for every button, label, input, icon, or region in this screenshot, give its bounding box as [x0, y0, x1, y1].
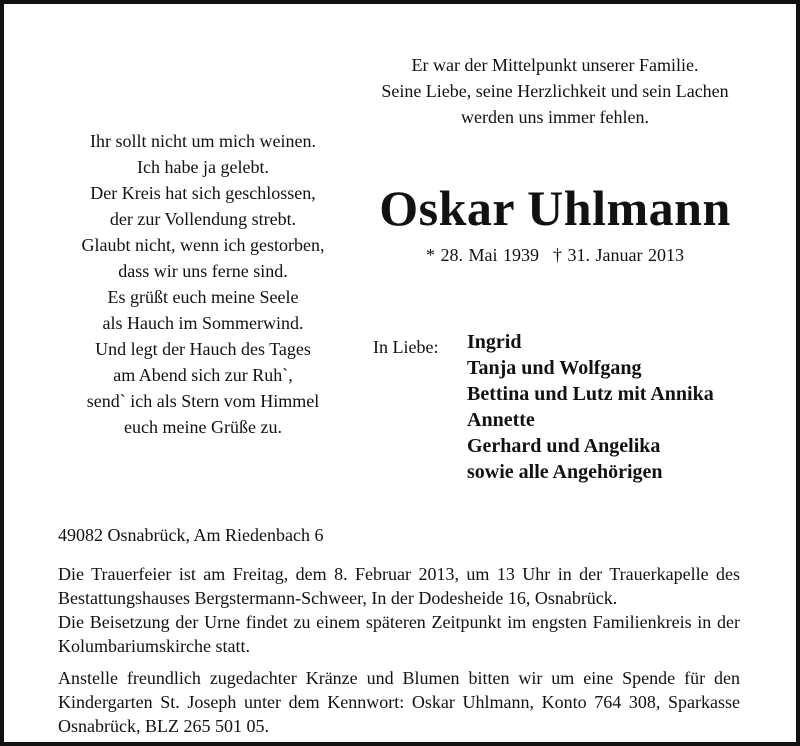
intro-line: Seine Liebe, seine Herzlichkeit und sein Lachen — [381, 81, 729, 101]
poem-line: euch meine Grüße zu. — [124, 417, 282, 437]
mourner-name: Ingrid — [467, 331, 522, 353]
poem-line: Und legt der Hauch des Tages — [95, 339, 311, 359]
poem-line: send` ich als Stern vom Himmel — [86, 391, 320, 411]
poem-line: Ihr sollt nicht um mich weinen. — [90, 131, 316, 151]
mourners-label: In Liebe: — [373, 337, 439, 357]
poem-line: der zur Vollendung strebt. — [109, 209, 297, 229]
poem-line: Der Kreis hat sich geschlossen, — [90, 183, 316, 203]
burial-paragraph: Die Beisetzung der Urne findet zu einem späteren Zeitpunkt im engsten Familienkreis in der Kolumbariumskirche statt. — [58, 612, 740, 656]
mourner-name: sowie alle Angehörigen — [467, 461, 663, 483]
deceased-name: Oskar Uhlmann — [379, 180, 731, 236]
life-dates — [360, 242, 750, 268]
intro-line: Er war der Mittelpunkt unserer Familie. — [411, 55, 699, 75]
mourner-name: Tanja und Wolfgang — [467, 357, 642, 379]
mourner-name: Annette — [467, 409, 535, 431]
intro-text — [360, 52, 750, 130]
poem-line: Glaubt nicht, wenn ich gestorben, — [81, 235, 325, 255]
death-date: † 31. Januar 2013 — [553, 245, 684, 265]
poem — [48, 128, 358, 440]
poem-line: am Abend sich zur Ruh`, — [113, 365, 293, 385]
funeral-details — [58, 562, 740, 738]
poem-line: Ich habe ja gelebt. — [137, 157, 269, 177]
mourner-name: Bettina und Lutz mit Annika — [467, 383, 714, 405]
address: 49082 Osnabrück, Am Riedenbach 6 — [58, 525, 324, 545]
poem-line: dass wir uns ferne sind. — [118, 261, 288, 281]
funeral-paragraph: Die Trauerfeier ist am Freitag, dem 8. Februar 2013, um 13 Uhr in der Trauerkapelle des Bestattungshauses Bergstermann-Schweer, In der Dodesheide 16, Osnabrück. — [58, 564, 740, 608]
poem-line: Es grüßt euch meine Seele — [107, 287, 299, 307]
birth-date: * 28. Mai 1939 — [426, 245, 539, 265]
mourner-name: Gerhard und Angelika — [467, 435, 661, 457]
poem-line: als Hauch im Sommerwind. — [102, 313, 304, 333]
mourners-list — [467, 329, 714, 485]
intro-line: werden uns immer fehlen. — [461, 107, 649, 127]
donation-paragraph: Anstelle freundlich zugedachter Kränze und Blumen bitten wir um eine Spende für den Kindergarten St. Joseph unter dem Kennwort: Oskar Uhlmann, Konto 764 308, Sparkasse Osnabrück, BLZ 265 501 05. — [58, 668, 740, 736]
